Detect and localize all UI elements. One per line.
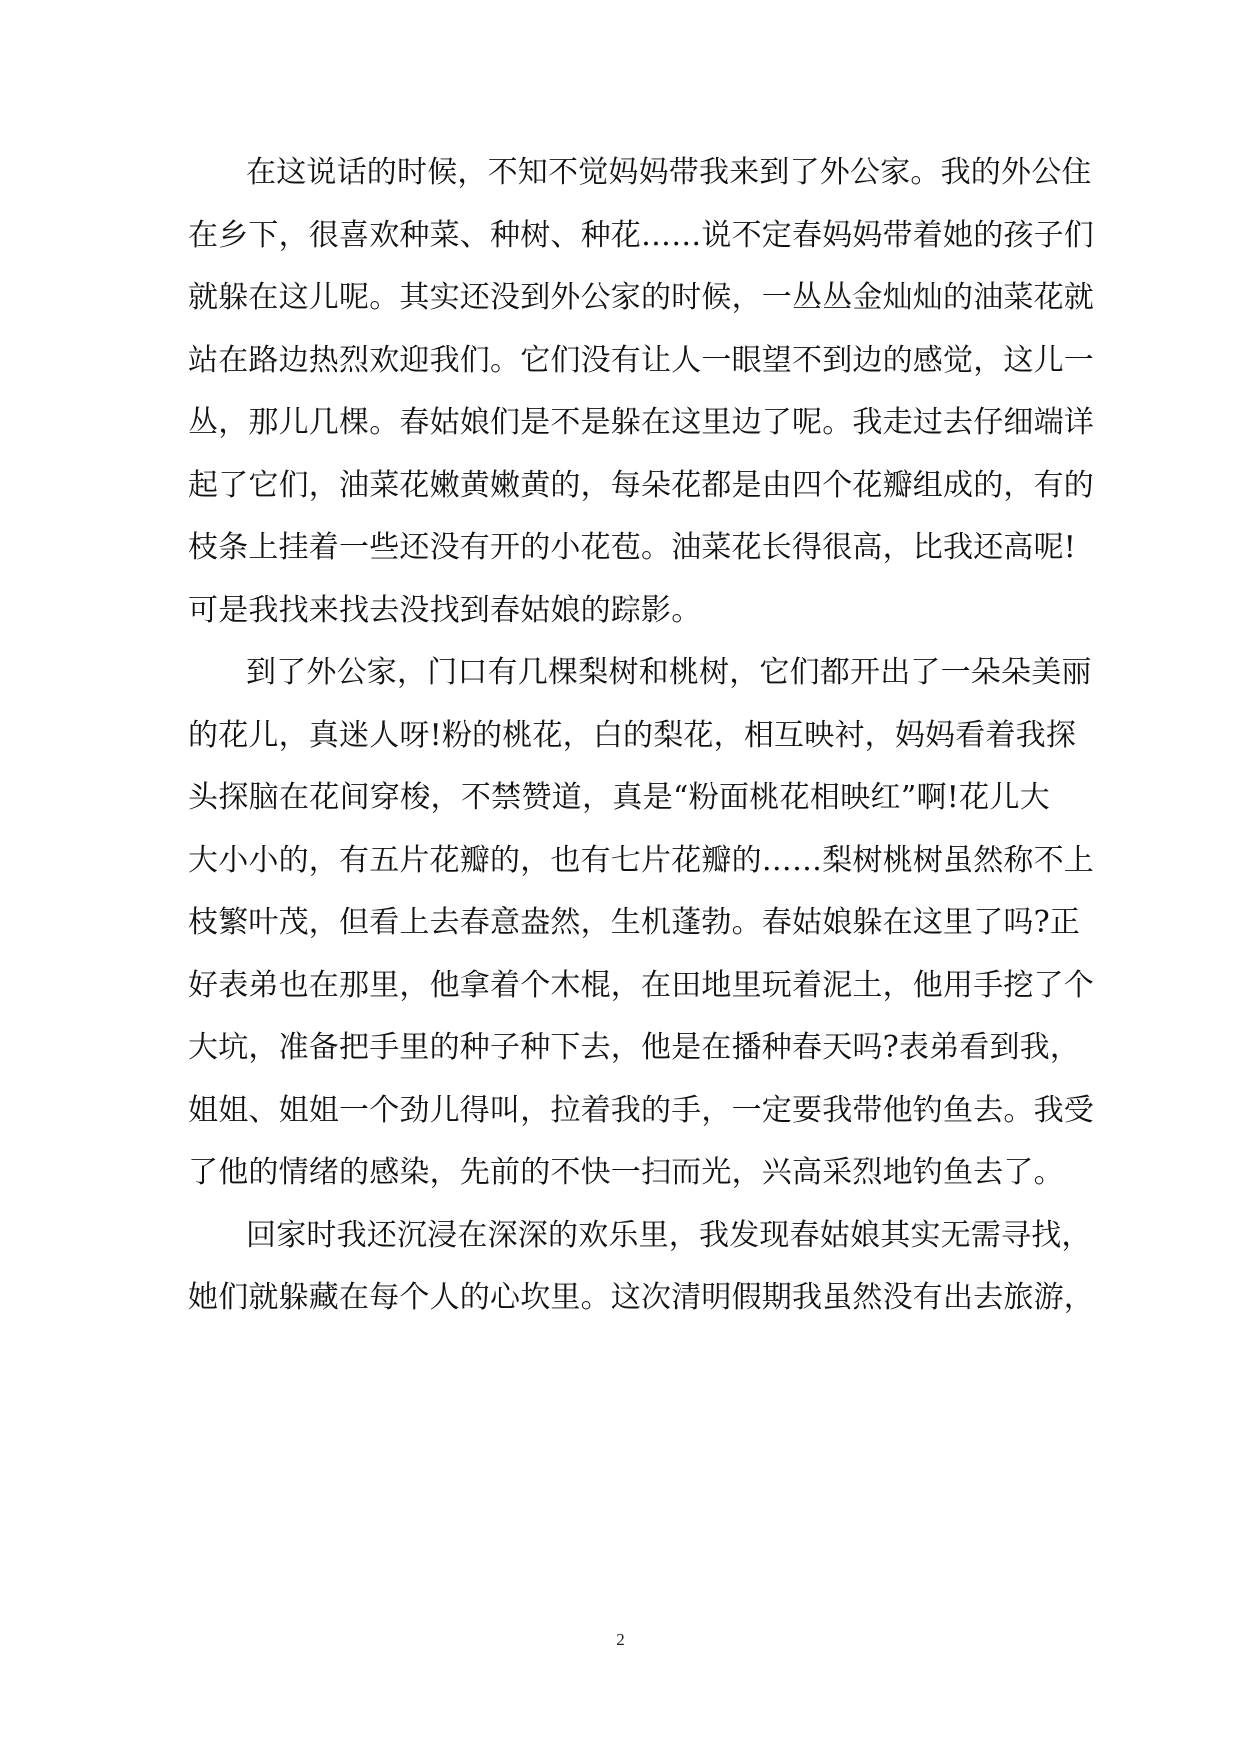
paragraph-2-line-8: 姐姐、姐姐一个劲儿得叫，拉着我的手，一定要我带他钓鱼去。我受 (188, 1092, 1094, 1128)
paragraph-1-line-6: 起了它们，油菜花嫩黄嫩黄的，每朵花都是由四个花瓣组成的，有的 (188, 467, 1094, 503)
paragraph-2-line-9: 了他的情绪的感染，先前的不快一扫而光，兴高采烈地钓鱼去了。 (188, 1155, 1064, 1190)
paragraph-1-line-7: 枝条上挂着一些还没有开的小花苞。油菜花长得很高，比我还高呢! (188, 530, 1077, 565)
paragraph-1-line-4: 站在路边热烈欢迎我们。它们没有让人一眼望不到边的感觉，这儿一 (188, 342, 1094, 378)
page-number: 2 (616, 1630, 625, 1649)
paragraph-2-line-7: 大坑，准备把手里的种子种下去，他是在播种春天吗?表弟看到我， (188, 1030, 1081, 1065)
paragraph-1-line-1: 在这说话的时候，不知不觉妈妈带我来到了外公家。我的外公住 (246, 155, 1092, 190)
paragraph-2-line-1: 到了外公家，门口有几棵梨树和桃树，它们都开出了一朵朵美丽 (246, 655, 1092, 690)
body-text (188, 146, 1094, 1334)
paragraph-2-line-5: 枝繁叶茂，但看上去春意盎然，生机蓬勃。春姑娘躲在这里了吗?正 (188, 905, 1081, 940)
paragraph-3-line-1: 回家时我还沉浸在深深的欢乐里，我发现春姑娘其实无需寻找， (246, 1217, 1092, 1253)
paragraph-2-line-2: 的花儿，真迷人呀!粉的桃花，白的梨花，相互映衬，妈妈看着我探 (188, 717, 1077, 753)
paragraph-1-line-8: 可是我找来找去没找到春姑娘的踪影。 (188, 592, 702, 628)
paragraph-1-line-3: 就躲在这儿呢。其实还没到外公家的时候，一丛丛金灿灿的油菜花就 (188, 280, 1094, 315)
paragraph-2-line-3: 头探脑在花间穿梭，不禁赞道，真是“粉面桃花相映红”啊!花儿大 (188, 780, 1050, 815)
paragraph-2-line-4: 大小小的，有五片花瓣的，也有七片花瓣的……梨树桃树虽然称不上 (188, 842, 1094, 878)
paragraph-1-line-5: 丛，那儿几棵。春姑娘们是不是躲在这里边了呢。我走过去仔细端详 (188, 405, 1094, 440)
paragraph-2-line-6: 好表弟也在那里，他拿着个木棍，在田地里玩着泥土，他用手挖了个 (188, 967, 1094, 1003)
paragraph-1-line-2: 在乡下，很喜欢种菜、种树、种花……说不定春妈妈带着她的孩子们 (188, 217, 1094, 253)
paragraph-3-line-2: 她们就躲藏在每个人的心坎里。这次清明假期我虽然没有出去旅游， (188, 1280, 1094, 1315)
